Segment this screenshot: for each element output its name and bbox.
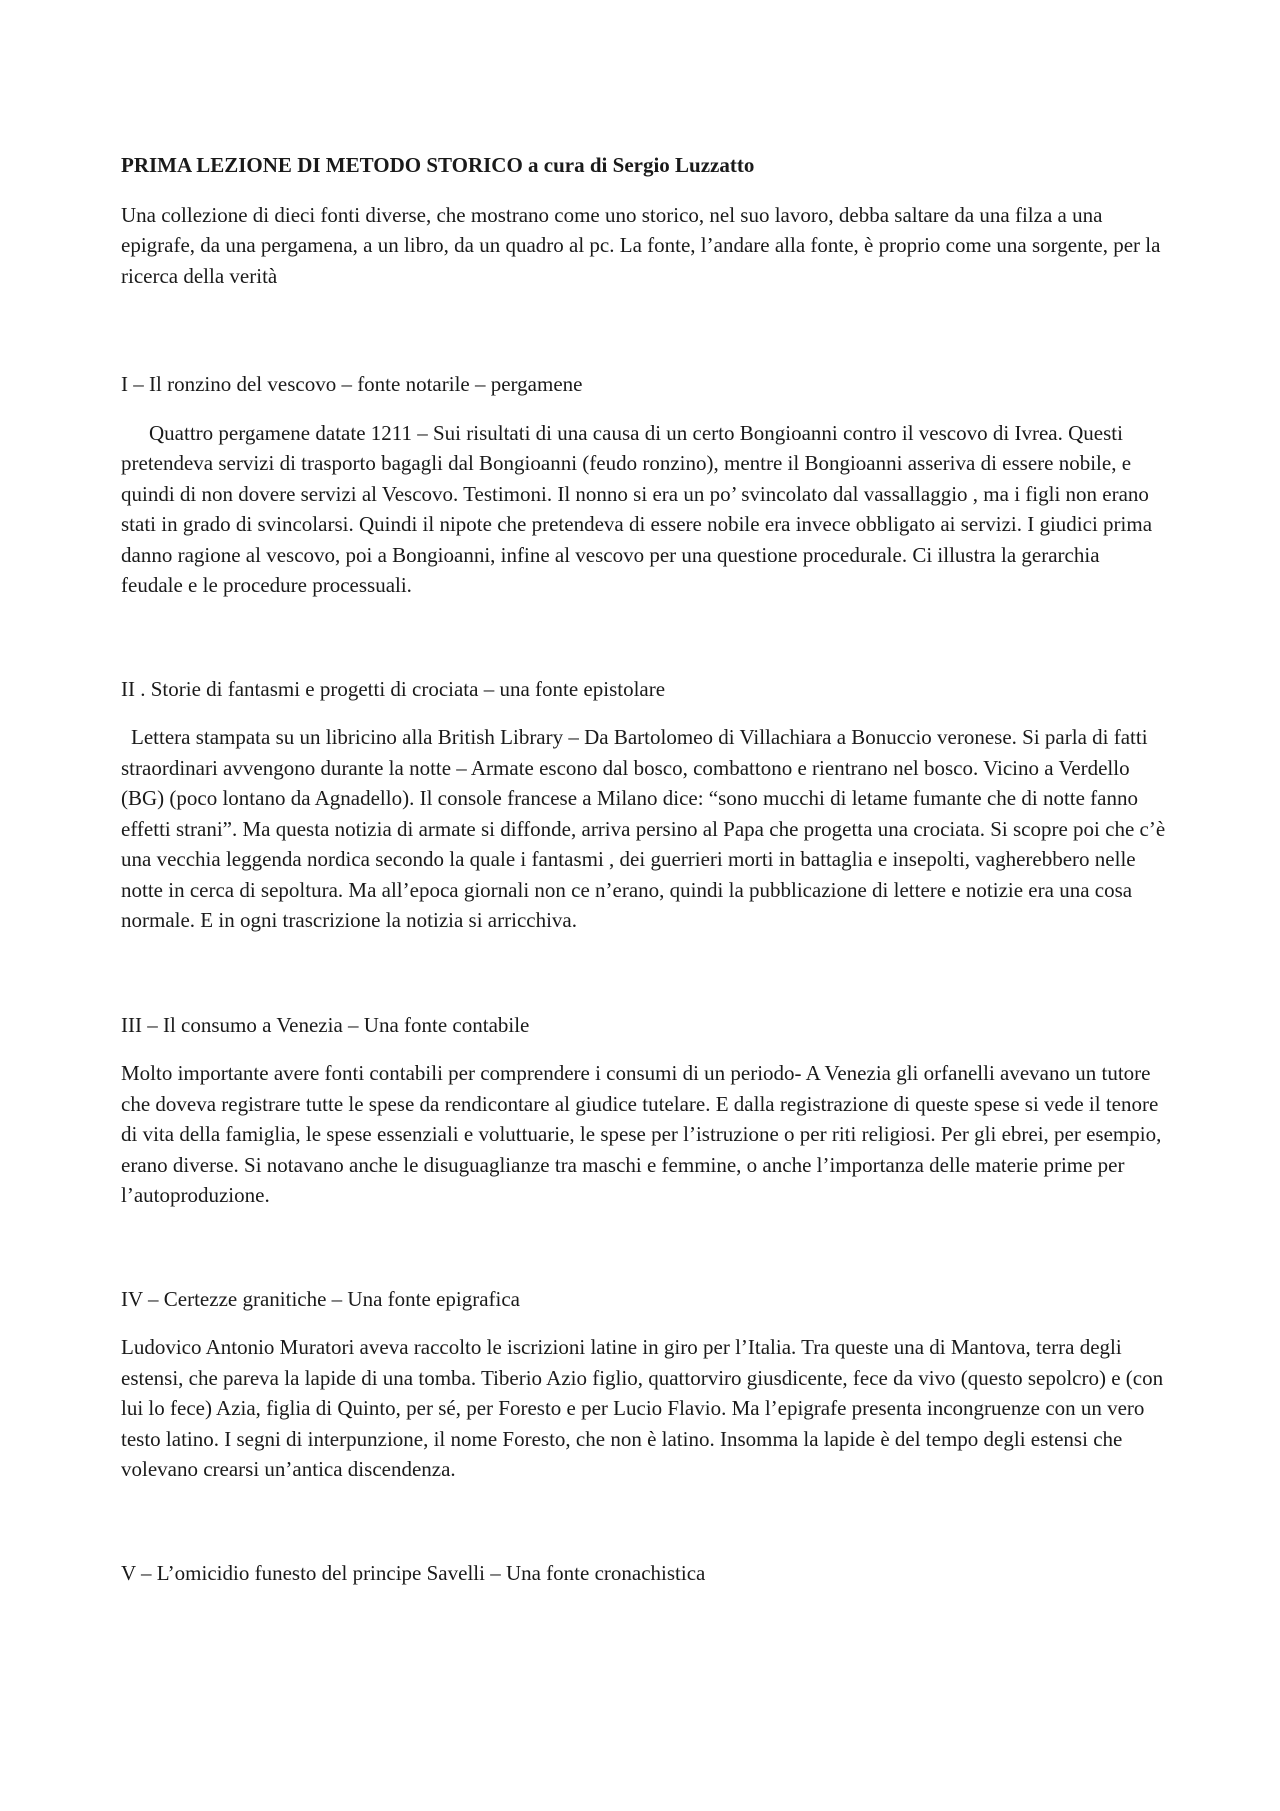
section-body-2: Lettera stampata su un libricino alla British Library – Da Bartolomeo di Villachiara a Bonuccio veronese. Si parla di fatti straordinari avvengono durante la notte – Armate escono dal bosco, combattono e rientrano nel bosco. Vicino a Verdello (BG) (poco lontano da Agnadello). Il console francese a Milano dice: “sono mucchi di letame fumante che di notte fanno effetti strani”. Ma questa notizia di armate si diffonde, arriva persino al Papa che progetta una crociata. Si scopre poi che c’è una vecchia leggenda nordica secondo la quale i fantasmi , dei guerrieri morti in battaglia e insepolti, vagherebbero nelle notte in cerca di sepoltura. Ma all’epoca giornali non ce n’erano, quindi la pubblicazione di lettere e notizie era una cosa normale. E in ogni trascrizione la notizia si arricchiva. [121,725,1166,932]
section-body-1: Quattro pergamene datate 1211 – Sui risultati di una causa di un certo Bongioanni contro il vescovo di Ivrea. Questi pretendeva servizi di trasporto bagagli dal Bongioanni (feudo ronzino), mentre il Bongioanni asseriva di essere nobile, e quindi di non dovere servizi al Vescovo. Testimoni. Il nonno si era un po’ svincolato dal vassallaggio , ma i figli non erano stati in grado di svincolarsi. Quindi il nipote che pretendeva di essere nobile era invece obbligato ai servizi. I giudici prima danno ragione al vescovo, poi a Bongioanni, infine al vescovo per una questione procedurale. Ci illustra la gerarchia feudale e le procedure processuali. [121,420,1153,597]
section-body-4: Ludovico Antonio Muratori aveva raccolto le iscrizioni latine in giro per l’Italia. Tra queste una di Mantova, terra degli estensi, che pareva la lapide di una tomba. Tiberio Azio figlio, quattorviro giusdicente, fece da vivo (questo sepolcro) e (con lui lo fece) Azia, figlia di Quinto, per sé, per Foresto e per Lucio Flavio. Ma l’epigrafe presenta incongruenze con un vero testo latino. I segni di interpunzione, il nome Foresto, che non è latino. Insomma la lapide è del tempo degli estensi che volevano crearsi un’antica discendenza. [121,1335,1164,1481]
section-heading-4: IV – Certezze granitiche – Una fonte epigrafica [121,1286,520,1311]
intro-paragraph: Una collezione di dieci fonti diverse, che mostrano come uno storico, nel suo lavoro, debba saltare da una filza a una epigrafe, da una pergamena, a un libro, da un quadro al pc. La fonte, l’andare alla fonte, è proprio come una sorgente, per la ricerca della verità [121,202,1161,288]
section-body-3: Molto importante avere fonti contabili per comprendere i consumi di un periodo- A Venezia gli orfanelli avevano un tutore che doveva registrare tutte le spese da rendicontare al giudice tutelare. E dalla registrazione di queste spese si vede il tenore di vita della famiglia, le spese essenziali e voluttuarie, le spese per l’istruzione o per riti religiosi. Per gli ebrei, per esempio, erano diverse. Si notavano anche le disuguaglianze tra maschi e femmine, o anche l’importanza delle materie prime per l’autoproduzione. [121,1061,1162,1207]
section-heading-1: I – Il ronzino del vescovo – fonte notarile – pergamene [121,372,583,396]
document-title: PRIMA LEZIONE DI METODO STORICO a cura di Sergio Luzzatto [121,153,755,177]
section-heading-5: V – L’omicidio funesto del principe Savelli – Una fonte cronachistica [121,1560,706,1585]
section-heading-3: III – Il consumo a Venezia – Una fonte contabile [121,1012,530,1037]
document-page [121,150,1166,1606]
section-heading-2: II . Storie di fantasmi e progetti di crociata – una fonte epistolare [121,676,666,701]
